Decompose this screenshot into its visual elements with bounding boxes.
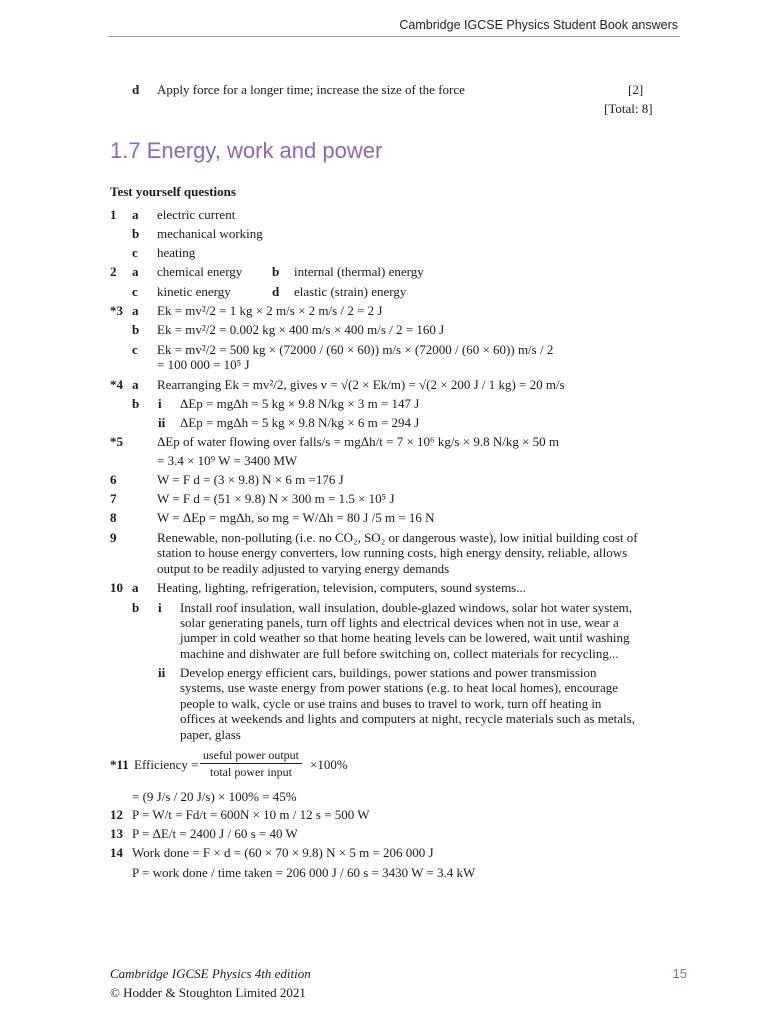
subpart-label: ii bbox=[158, 415, 166, 430]
part-label: b bbox=[132, 322, 140, 337]
part-label: d bbox=[272, 284, 280, 299]
answer-text: Develop energy efficient cars, buildings, power stations and power transmission bbox=[180, 665, 597, 680]
answer-text: P = W/t = Fd/t = 600N × 10 m / 12 s = 500 W bbox=[132, 807, 370, 822]
question-number: 10 bbox=[110, 580, 123, 595]
answer-text: Heating, lighting, refrigeration, television, computers, sound systems... bbox=[157, 580, 526, 595]
part-label: b bbox=[132, 226, 140, 241]
part-label: a bbox=[132, 264, 139, 279]
part-label: a bbox=[132, 303, 139, 318]
answer-text: P = work done / time taken = 206 000 J / 60 s = 3430 W = 3.4 kW bbox=[132, 865, 476, 880]
answer-text: solar generating panels, turn off lights and electrical devices when not in use, wear a bbox=[180, 615, 619, 630]
fraction-denominator: total power input bbox=[210, 765, 292, 779]
prev-total-marks: [Total: 8] bbox=[604, 101, 653, 116]
part-label: c bbox=[132, 284, 138, 299]
question-number: *3 bbox=[110, 303, 123, 318]
prev-part-d-label: d bbox=[132, 82, 140, 97]
running-header: Cambridge IGCSE Physics Student Book answers bbox=[399, 18, 678, 32]
answer-text: paper, glass bbox=[180, 727, 241, 742]
question-number: *5 bbox=[110, 434, 123, 449]
part-label: b bbox=[272, 264, 280, 279]
answer-text: elastic (strain) energy bbox=[294, 284, 407, 299]
subpart-label: ii bbox=[158, 665, 166, 680]
answer-text: Rearranging Ek = mv²/2, gives v = √(2 × Ek/m) = √(2 × 200 J / 1 kg) = 20 m/s bbox=[157, 377, 565, 392]
answer-text: Ek = mv²/2 = 1 kg × 2 m/s × 2 m/s / 2 = 2 J bbox=[157, 303, 383, 318]
answer-text: station to house energy converters, low running costs, high energy density, reliable, allows bbox=[157, 545, 628, 560]
q11-result: = (9 J/s / 20 J/s) × 100% = 45% bbox=[132, 789, 297, 804]
question-number: 6 bbox=[110, 472, 117, 487]
part-label: b bbox=[132, 600, 140, 615]
answer-text: systems, use waste energy from power stations (e.g. to heat local homes), encourage bbox=[180, 680, 619, 695]
answer-text: Ek = mv²/2 = 500 kg × (72000 / (60 × 60)) m/s × (72000 / (60 × 60)) m/s / 2 bbox=[157, 342, 554, 357]
answer-text: W = F d = (3 × 9.8) N × 6 m =176 J bbox=[157, 472, 344, 487]
question-number: 8 bbox=[110, 510, 117, 525]
answer-text: internal (thermal) energy bbox=[294, 264, 424, 279]
question-number: 12 bbox=[110, 807, 123, 822]
answer-text: P = ΔE/t = 2400 J / 60 s = 40 W bbox=[132, 826, 298, 841]
question-number: 1 bbox=[110, 207, 117, 222]
answer-text: ΔEp = mgΔh = 5 kg × 9.8 N/kg × 3 m = 147 J bbox=[180, 396, 420, 411]
answer-text: W = F d = (51 × 9.8) N × 300 m = 1.5 × 10⁵ J bbox=[157, 491, 395, 506]
prev-part-d-marks: [2] bbox=[628, 82, 644, 97]
footer-copyright: © Hodder & Stoughton Limited 2021 bbox=[110, 985, 306, 1000]
part-label: a bbox=[132, 377, 139, 392]
question-number: 7 bbox=[110, 491, 117, 506]
answer-text: machine and dishwater are full before switching on, collect materials for recycling... bbox=[180, 646, 619, 661]
answer-text: offices at weekends and lights and computers at night, recycle materials such as metals, bbox=[180, 711, 635, 726]
question-number: 2 bbox=[110, 264, 117, 279]
answer-text: = 100 000 = 10⁵ J bbox=[157, 357, 250, 372]
answer-text: electric current bbox=[157, 207, 236, 222]
answer-text: kinetic energy bbox=[157, 284, 231, 299]
question-number: *4 bbox=[110, 377, 123, 392]
answer-text: mechanical working bbox=[157, 226, 263, 241]
q11-number: *11 bbox=[110, 757, 129, 772]
answer-text: Install roof insulation, wall insulation, double-glazed windows, solar hot water system, bbox=[180, 600, 633, 615]
section-heading: 1.7 Energy, work and power bbox=[110, 138, 383, 163]
part-label: a bbox=[132, 207, 139, 222]
efficiency-fraction bbox=[200, 748, 302, 779]
prev-part-d-text: Apply force for a longer time; increase the size of the force bbox=[157, 82, 465, 97]
page-number: 15 bbox=[672, 966, 687, 981]
answer-text: = 3.4 × 10⁹ W = 3400 MW bbox=[157, 453, 298, 468]
answer-text: Work done = F × d = (60 × 70 × 9.8) N × 5 m = 206 000 J bbox=[132, 845, 434, 860]
section-subheading: Test yourself questions bbox=[110, 184, 236, 199]
answer-text: heating bbox=[157, 245, 196, 260]
header-divider bbox=[108, 36, 680, 37]
q11-label: Efficiency = bbox=[134, 757, 199, 772]
subpart-label: i bbox=[158, 396, 162, 411]
fraction-numerator: useful power output bbox=[200, 748, 302, 764]
question-number: 14 bbox=[110, 845, 123, 860]
answer-text: people to walk, cycle or use trains and buses to travel to work, turn off heating in bbox=[180, 696, 602, 711]
answer-text: jumper in cold weather so that home heating levels can be lowered, wait until washing bbox=[180, 630, 630, 645]
question-number: 9 bbox=[110, 530, 117, 545]
q11-suffix: ×100% bbox=[310, 757, 348, 772]
part-label: a bbox=[132, 580, 139, 595]
question-number: 13 bbox=[110, 826, 123, 841]
answer-text: ΔEp of water flowing over falls/s = mgΔh/t = 7 × 10⁶ kg/s × 9.8 N/kg × 50 m bbox=[157, 434, 560, 449]
answer-text: W = ΔEp = mgΔh, so mg = W/Δh = 80 J /5 m = 16 N bbox=[157, 510, 435, 525]
subpart-label: i bbox=[158, 600, 162, 615]
part-label: c bbox=[132, 245, 138, 260]
answer-text: Renewable, non-polluting (i.e. no CO₂, SO₂ or dangerous waste), low initial building cost of bbox=[157, 530, 638, 545]
part-label: b bbox=[132, 396, 140, 411]
answer-text: chemical energy bbox=[157, 264, 243, 279]
part-label: c bbox=[132, 342, 138, 357]
footer-edition: Cambridge IGCSE Physics 4th edition bbox=[110, 966, 311, 981]
answer-text: Ek = mv²/2 = 0.002 kg × 400 m/s × 400 m/s / 2 = 160 J bbox=[157, 322, 445, 337]
answer-text: ΔEp = mgΔh = 5 kg × 9.8 N/kg × 6 m = 294 J bbox=[180, 415, 420, 430]
answer-text: output to be readily adjusted to varying energy demands bbox=[157, 561, 450, 576]
